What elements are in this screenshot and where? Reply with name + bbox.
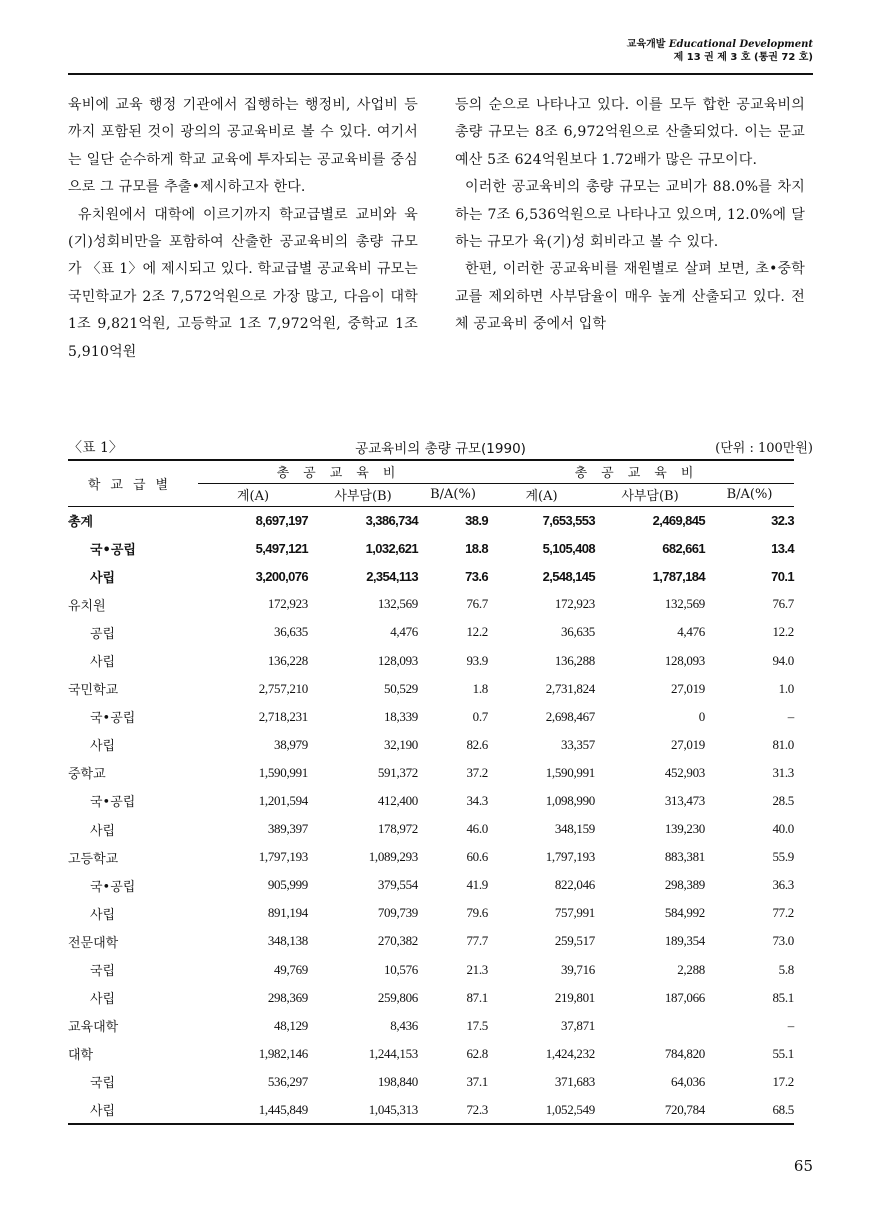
table-cell: 31.3 xyxy=(772,764,794,780)
table-cell: 0.7 xyxy=(472,708,488,724)
row-label: 국•공립 xyxy=(90,542,136,558)
table-cell: 73.0 xyxy=(772,933,794,949)
table-cell: 682,661 xyxy=(662,540,705,556)
table-cell: 46.0 xyxy=(466,821,488,837)
table-cell: 49,769 xyxy=(274,961,308,977)
table-cell xyxy=(595,1012,705,1040)
table-cell: 389,397 xyxy=(267,821,308,837)
table-cell: 128,093 xyxy=(664,652,705,668)
row-label: 국민학교 xyxy=(68,683,119,699)
table-cell: 18,339 xyxy=(384,708,418,724)
table-row xyxy=(68,590,794,618)
table-cell: 12.2 xyxy=(466,624,488,640)
row-label: 사립 xyxy=(90,992,116,1008)
table-cell: 132,569 xyxy=(664,596,705,612)
table-cell: 21.3 xyxy=(466,961,488,977)
table-row xyxy=(68,843,794,871)
row-header: 학교급별 xyxy=(68,460,198,506)
table-cell: 34.3 xyxy=(466,792,488,808)
table-cell: 198,840 xyxy=(377,1073,418,1089)
table-cell: 379,554 xyxy=(377,877,418,893)
table-cell: – xyxy=(787,1017,794,1033)
page-number: 65 xyxy=(793,1157,813,1175)
row-label: 국•공립 xyxy=(90,711,136,727)
table-cell: 2,469,845 xyxy=(652,512,705,528)
table-cell: 1.8 xyxy=(472,680,488,696)
table-cell: 2,288 xyxy=(677,961,705,977)
table-cell: 82.6 xyxy=(466,736,488,752)
table-cell: 72.3 xyxy=(418,1096,488,1124)
table-cell: 73.6 xyxy=(465,568,488,584)
table-row xyxy=(68,927,794,955)
table-cell: 36,635 xyxy=(561,624,595,640)
table-cell: 348,138 xyxy=(267,933,308,949)
row-label: 국립 xyxy=(90,964,116,980)
table-row xyxy=(68,534,794,562)
journal-issue: 제 13 권 제 3 호 (통권 72 호) xyxy=(673,52,813,63)
table-cell: 17.5 xyxy=(466,1017,488,1033)
table-cell: 7,653,553 xyxy=(542,512,595,528)
row-label: 국•공립 xyxy=(90,879,136,895)
table-cell: 591,372 xyxy=(377,764,418,780)
table-cell: 5,497,121 xyxy=(255,540,308,556)
table-cell: 38,979 xyxy=(274,736,308,752)
column-header: 사부담(B) xyxy=(595,483,705,506)
body-paragraph: 한편, 이러한 공교육비를 재원별로 살펴 보면, 초•중학교를 제외하면 사부담율이 매우 높게 산출되고 있다. 전체 공교육비 중에서 입학 xyxy=(455,261,805,333)
column-header: 계(A) xyxy=(488,483,595,506)
table-cell: 4,476 xyxy=(390,624,418,640)
table-cell: 536,297 xyxy=(267,1073,308,1089)
table-cell: 27,019 xyxy=(671,736,705,752)
table-row xyxy=(68,871,794,899)
table-cell: 1,797,193 xyxy=(545,849,595,865)
table-cell: 136,288 xyxy=(554,652,595,668)
column-header: 사부담(B) xyxy=(308,483,418,506)
table-cell: 8,436 xyxy=(390,1017,418,1033)
table-cell: 1,089,293 xyxy=(368,849,418,865)
table-row xyxy=(68,646,794,674)
table-cell: 1,982,146 xyxy=(258,1045,308,1061)
table-cell: 348,159 xyxy=(554,821,595,837)
table-cell: 139,230 xyxy=(664,821,705,837)
table-row xyxy=(68,984,794,1012)
table-cell: 33,357 xyxy=(561,736,595,752)
table-cell: 12.2 xyxy=(772,624,794,640)
table-cell: 132,569 xyxy=(377,596,418,612)
left-column xyxy=(68,92,418,366)
journal-title-ko: 교육개발 xyxy=(626,39,666,50)
table-cell: 128,093 xyxy=(377,652,418,668)
table-cell: 85.1 xyxy=(772,989,794,1005)
row-label: 국•공립 xyxy=(90,795,136,811)
table-cell: 76.7 xyxy=(772,596,794,612)
row-label: 공립 xyxy=(90,626,116,642)
table-cell: 1,590,991 xyxy=(545,764,595,780)
body-paragraph: 유치원에서 대학에 이르기까지 학교급별로 교비와 육(기)성회비만을 포함하여 산출한 공교육비의 총량 규모가 〈표 1〉에 제시되고 있다. 학교급별 공교육비 규모는 국민학교가 2조 7,572억원으로 가장 많고, 다음이 대학 1조 9,821억원, 고등학교 1조 7,972억원, 중학교 1조 5,910억원 xyxy=(68,206,418,360)
table-cell: 136,228 xyxy=(267,652,308,668)
row-label: 고등학교 xyxy=(68,851,119,867)
body-paragraph: 육비에 교육 행정 기관에서 집행하는 행정비, 사업비 등까지 포함된 것이 광의의 공교육비로 볼 수 있다. 여기서는 일단 순수하게 학교 교육에 투자되는 공교육비를 중심으로 그 규모를 추출•제시하고자 한다. xyxy=(68,97,418,196)
journal-title xyxy=(627,38,813,51)
table-cell: 2,548,145 xyxy=(542,568,595,584)
table-cell: 1,797,193 xyxy=(258,849,308,865)
table-cell: 584,992 xyxy=(664,905,705,921)
row-label: 전문대학 xyxy=(68,935,119,951)
table-row xyxy=(68,815,794,843)
table-cell: 371,683 xyxy=(554,1073,595,1089)
table-cell: 189,354 xyxy=(664,933,705,949)
table-cell: 68.5 xyxy=(705,1096,794,1124)
header-rule xyxy=(68,73,813,75)
table-cell: 0 xyxy=(698,708,705,724)
table-cell: 76.7 xyxy=(466,596,488,612)
table-row xyxy=(68,787,794,815)
table-cell: 60.6 xyxy=(466,849,488,865)
table-cell: 2,757,210 xyxy=(258,680,308,696)
table-cell: 709,739 xyxy=(377,905,418,921)
table-cell: 1,052,549 xyxy=(488,1096,595,1124)
table-cell: 18.8 xyxy=(465,540,488,556)
table-cell: 40.0 xyxy=(772,821,794,837)
journal-title-en: Educational Development xyxy=(668,39,813,50)
column-header: B/A(%) xyxy=(418,483,488,506)
table-row xyxy=(68,759,794,787)
table-cell: 62.8 xyxy=(466,1045,488,1061)
table-cell: 259,517 xyxy=(554,933,595,949)
row-label: 중학교 xyxy=(68,767,106,783)
table-cell: 187,066 xyxy=(664,989,705,1005)
row-label: 사립 xyxy=(90,570,116,586)
table-cell: 38.9 xyxy=(465,512,488,528)
table-cell: 13.4 xyxy=(771,540,794,556)
table-cell: 412,400 xyxy=(377,792,418,808)
table-cell: 1,787,184 xyxy=(652,568,705,584)
table-cell: 81.0 xyxy=(772,736,794,752)
table-cell: 32,190 xyxy=(384,736,418,752)
table-row xyxy=(68,1040,794,1068)
table-cell: 2,698,467 xyxy=(545,708,595,724)
table-cell: 32.3 xyxy=(771,512,794,528)
table-cell: 39,716 xyxy=(561,961,595,977)
table-cell: 1.0 xyxy=(778,680,794,696)
table-row xyxy=(68,899,794,927)
table-row xyxy=(68,618,794,646)
row-label: 사립 xyxy=(68,1096,198,1124)
table-cell: 452,903 xyxy=(664,764,705,780)
table-cell: 77.7 xyxy=(466,933,488,949)
table-cell: 55.9 xyxy=(772,849,794,865)
table-cell: 1,045,313 xyxy=(308,1096,418,1124)
table-cell: 1,098,990 xyxy=(545,792,595,808)
table-body xyxy=(68,506,794,1124)
table-cell: 28.5 xyxy=(772,792,794,808)
table-cell: 10,576 xyxy=(384,961,418,977)
table-cell: 905,999 xyxy=(267,877,308,893)
table-row xyxy=(68,1096,794,1124)
table-cell: 77.2 xyxy=(772,905,794,921)
table-cell: 1,201,594 xyxy=(258,792,308,808)
table-cell: 178,972 xyxy=(377,821,418,837)
table-cell: 172,923 xyxy=(267,596,308,612)
table-cell: 313,473 xyxy=(664,792,705,808)
table-cell: 5.8 xyxy=(778,961,794,977)
group-header-2: 총공교육비 xyxy=(488,460,794,483)
table-cell: 36,635 xyxy=(274,624,308,640)
table-cell: 172,923 xyxy=(554,596,595,612)
table-row xyxy=(68,703,794,731)
table-cell: 3,200,076 xyxy=(255,568,308,584)
table-row xyxy=(68,506,794,534)
table-row xyxy=(68,1068,794,1096)
table-cell: 1,244,153 xyxy=(368,1045,418,1061)
column-header: 계(A) xyxy=(198,483,308,506)
table-cell: 1,032,621 xyxy=(365,540,418,556)
right-column xyxy=(455,92,805,339)
table-cell: 270,382 xyxy=(377,933,418,949)
table-cell: 87.1 xyxy=(466,989,488,1005)
table-cell: 757,991 xyxy=(554,905,595,921)
table-row xyxy=(68,731,794,759)
table-cell: 17.2 xyxy=(772,1073,794,1089)
table-cell: 822,046 xyxy=(554,877,595,893)
body-paragraph: 등의 순으로 나타나고 있다. 이를 모두 합한 공교육비의 총량 규모는 8조 6,972억원으로 산출되었다. 이는 문교 예산 5조 624억원보다 1.72배가 많은 규모이다. xyxy=(455,97,805,168)
table-cell: 37,871 xyxy=(561,1017,595,1033)
row-label: 사립 xyxy=(90,739,116,755)
table-caption xyxy=(68,437,813,457)
table-cell: 41.9 xyxy=(466,877,488,893)
table-cell: 5,105,408 xyxy=(542,540,595,556)
table-title: 공교육비의 총량 규모(1990) xyxy=(355,441,526,457)
table-cell: 3,386,734 xyxy=(365,512,418,528)
row-label: 사립 xyxy=(90,823,116,839)
table-row xyxy=(68,956,794,984)
table-cell: 720,784 xyxy=(595,1096,705,1124)
table-cell: – xyxy=(787,708,794,724)
row-label: 총계 xyxy=(68,514,94,530)
table-cell: 27,019 xyxy=(671,680,705,696)
table-cell: 50,529 xyxy=(384,680,418,696)
table-row xyxy=(68,675,794,703)
table-cell: 1,590,991 xyxy=(258,764,308,780)
group-header-1: 총공교육비 xyxy=(198,460,488,483)
table-cell: 298,389 xyxy=(664,877,705,893)
table-cell: 64,036 xyxy=(671,1073,705,1089)
table-row xyxy=(68,562,794,590)
table-cell: 70.1 xyxy=(771,568,794,584)
table-cell: 93.9 xyxy=(466,652,488,668)
table-cell: 4,476 xyxy=(677,624,705,640)
table-label: 〈표 1〉 xyxy=(68,440,123,456)
column-header: B/A(%) xyxy=(705,483,794,506)
row-label: 국립 xyxy=(90,1076,116,1092)
table-cell: 298,369 xyxy=(267,989,308,1005)
table-cell: 1,424,232 xyxy=(545,1045,595,1061)
row-label: 사립 xyxy=(90,907,116,923)
row-label: 교육대학 xyxy=(68,1020,119,1036)
row-label: 사립 xyxy=(90,655,116,671)
table-cell: 8,697,197 xyxy=(255,512,308,528)
table-cell: 1,445,849 xyxy=(198,1096,308,1124)
table-cell: 219,801 xyxy=(554,989,595,1005)
table-cell: 37.2 xyxy=(466,764,488,780)
table-cell: 79.6 xyxy=(466,905,488,921)
table-cell: 37.1 xyxy=(466,1073,488,1089)
table-cell: 55.1 xyxy=(772,1045,794,1061)
table-cell: 784,820 xyxy=(664,1045,705,1061)
table-cell: 891,194 xyxy=(267,905,308,921)
table-cell: 48,129 xyxy=(274,1017,308,1033)
body-paragraph: 이러한 공교육비의 총량 규모는 교비가 88.0%를 차지하는 7조 6,536억원으로 나타나고 있으며, 12.0%에 달하는 규모가 육(기)성 회비라고 볼 수 있다. xyxy=(455,179,805,251)
row-label: 유치원 xyxy=(68,598,106,614)
table-cell: 883,381 xyxy=(664,849,705,865)
table-cell: 94.0 xyxy=(772,652,794,668)
running-header xyxy=(627,38,813,64)
table-cell: 2,718,231 xyxy=(258,708,308,724)
table-cell: 36.3 xyxy=(772,877,794,893)
table-cell: 2,354,113 xyxy=(366,568,418,584)
public-education-cost-table xyxy=(68,459,794,1125)
table-row xyxy=(68,1012,794,1040)
table-unit: (단위 : 100만원) xyxy=(715,441,813,456)
table-cell: 259,806 xyxy=(377,989,418,1005)
row-label: 대학 xyxy=(68,1048,94,1064)
table-cell: 2,731,824 xyxy=(545,680,595,696)
